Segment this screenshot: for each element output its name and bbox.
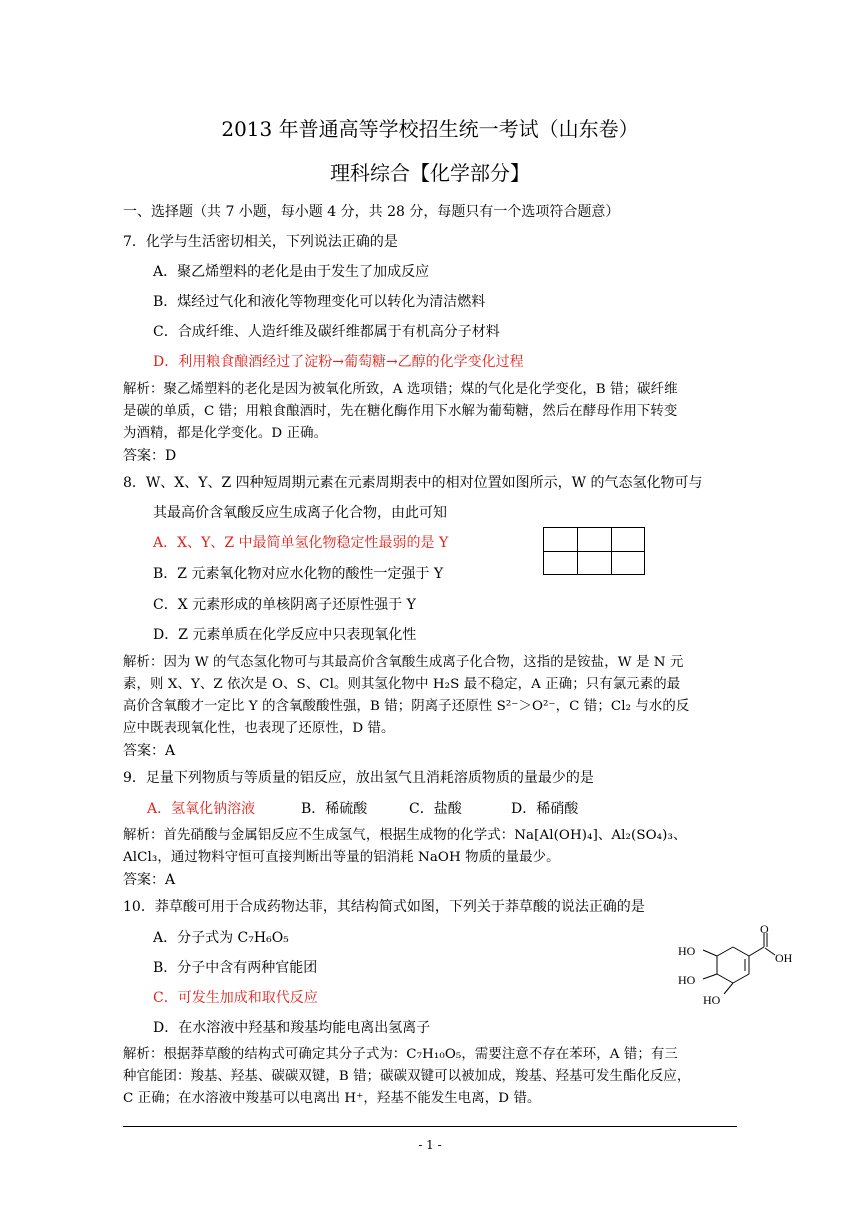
q8-option-d: D．Z 元素单质在化学反应中只表现氧化性 xyxy=(153,627,417,643)
q7-answer: 答案：D xyxy=(123,448,177,464)
q10-explanation-line: 解析：根据莽草酸的结构式可确定其分子式为：C₇H₁₀O₅，需要注意不存在苯环，A 错；有三 xyxy=(123,1047,678,1062)
q7-stem: 7．化学与生活密切相关，下列说法正确的是 xyxy=(123,234,398,250)
q8-option-a-correct: A．X、Y、Z 中最简单氢化物稳定性最弱的是 Y xyxy=(153,535,449,551)
structure-label-acid-oh: OH xyxy=(775,951,793,965)
q7-option-c: C．合成纤维、人造纤维及碳纤维都属于有机高分子材料 xyxy=(153,324,500,340)
q9-answer: 答案：A xyxy=(123,872,176,888)
q7-option-d-correct: D．利用粮食酿酒经过了淀粉→葡萄糖→乙醇的化学变化过程 xyxy=(153,354,524,370)
structure-label-ho-bottom: HO xyxy=(703,993,721,1007)
q9-stem: 9．足量下列物质与等质量的铝反应，放出氢气且消耗溶质物质的量最少的是 xyxy=(123,770,594,786)
q10-option-c-correct: C．可发生加成和取代反应 xyxy=(153,990,318,1006)
q7-option-b: B．煤经过气化和液化等物理变化可以转化为清洁燃料 xyxy=(153,294,486,310)
q9-explanation-line: 解析：首先硝酸与金属铝反应不生成氢气，根据生成物的化学式：Na[Al(OH)₄]、Al₂(SO₄)₃、 xyxy=(123,828,687,843)
page-title: 2013 年普通高等学校招生统一考试（山东卷） xyxy=(221,117,639,141)
q8-option-c: C．X 元素形成的单核阴离子还原性强于 Y xyxy=(153,597,416,613)
q7-explanation-line: 为酒精，都是化学变化。D 正确。 xyxy=(123,426,328,441)
section-intro: 一、选择题（共 7 小题，每小题 4 分，共 28 分，每题只有一个选项符合题意） xyxy=(123,204,620,220)
q8-explanation-line: 解析：因为 W 的气态氢化物可与其最高价含氧酸生成离子化合物，这指的是铵盐，W 是 N 元 xyxy=(123,655,684,670)
q10-option-a: A．分子式为 C₇H₆O₅ xyxy=(153,930,289,946)
page-number: - 1 - xyxy=(418,1138,442,1152)
structure-label-ho-mid: HO xyxy=(678,973,696,987)
q8-stem-continued: 其最高价含氧酸反应生成离子化合物，由此可知 xyxy=(153,505,447,521)
q8-explanation-line: 应中既表现氧化性，也表现了还原性，D 错。 xyxy=(123,721,395,736)
q8-explanation-line: 素，则 X、Y、Z 依次是 O、S、Cl。则其氢化物中 H₂S 最不稳定，A 正确；只有氯元素的最 xyxy=(123,677,681,692)
q7-explanation-line: 解析：聚乙烯塑料的老化是因为被氧化所致，A 选项错；煤的气化是化学变化，B 错；碳纤维 xyxy=(123,382,678,397)
structure-label-ho-top: HO xyxy=(678,944,696,958)
q10-option-b: B．分子中含有两种官能团 xyxy=(153,960,318,976)
periodic-table-grid xyxy=(543,527,645,575)
shikimic-acid-structure xyxy=(672,925,796,1007)
q8-option-b: B．Z 元素氧化物对应水化物的酸性一定强于 Y xyxy=(153,566,444,582)
page-subtitle: 理科综合【化学部分】 xyxy=(330,161,530,185)
q7-explanation-line: 是碳的单质，C 错；用粮食酿酒时，先在糖化酶作用下水解为葡萄糖，然后在酵母作用下转变 xyxy=(123,404,678,419)
q10-explanation-line: C 正确；在水溶液中羧基可以电离出 H⁺，羟基不能发生电离，D 错。 xyxy=(123,1091,541,1106)
q9-option-a-correct: A．氢氧化钠溶液 xyxy=(147,801,256,817)
structure-label-carbonyl-o: O xyxy=(760,925,769,936)
q9-option-b: B．稀硫酸 xyxy=(301,801,368,817)
q9-option-d: D．稀硝酸 xyxy=(511,801,579,817)
q10-stem: 10．莽草酸可用于合成药物达菲，其结构简式如图，下列关于莽草酸的说法正确的是 xyxy=(123,899,645,915)
q8-stem: 8．W、X、Y、Z 四种短周期元素在元素周期表中的相对位置如图所示，W 的气态氢化物可与 xyxy=(123,475,703,491)
q8-explanation-line: 高价含氧酸才一定比 Y 的含氧酸酸性强，B 错；阴离子还原性 S²⁻＞O²⁻，C 错；Cl₂ 与水的反 xyxy=(123,699,690,714)
q9-option-c: C．盐酸 xyxy=(409,801,462,817)
q8-answer: 答案：A xyxy=(123,743,176,759)
footer-divider xyxy=(123,1126,737,1127)
q9-explanation-line: AlCl₃，通过物料守恒可直接判断出等量的铝消耗 NaOH 物质的量最少。 xyxy=(123,850,560,865)
q10-explanation-line: 种官能团：羧基、羟基、碳碳双键，B 错；碳碳双键可以被加成，羧基、羟基可发生酯化反应， xyxy=(123,1069,691,1084)
q7-option-a: A．聚乙烯塑料的老化是由于发生了加成反应 xyxy=(153,264,430,280)
q10-option-d: D．在水溶液中羟基和羧基均能电离出氢离子 xyxy=(153,1020,431,1036)
